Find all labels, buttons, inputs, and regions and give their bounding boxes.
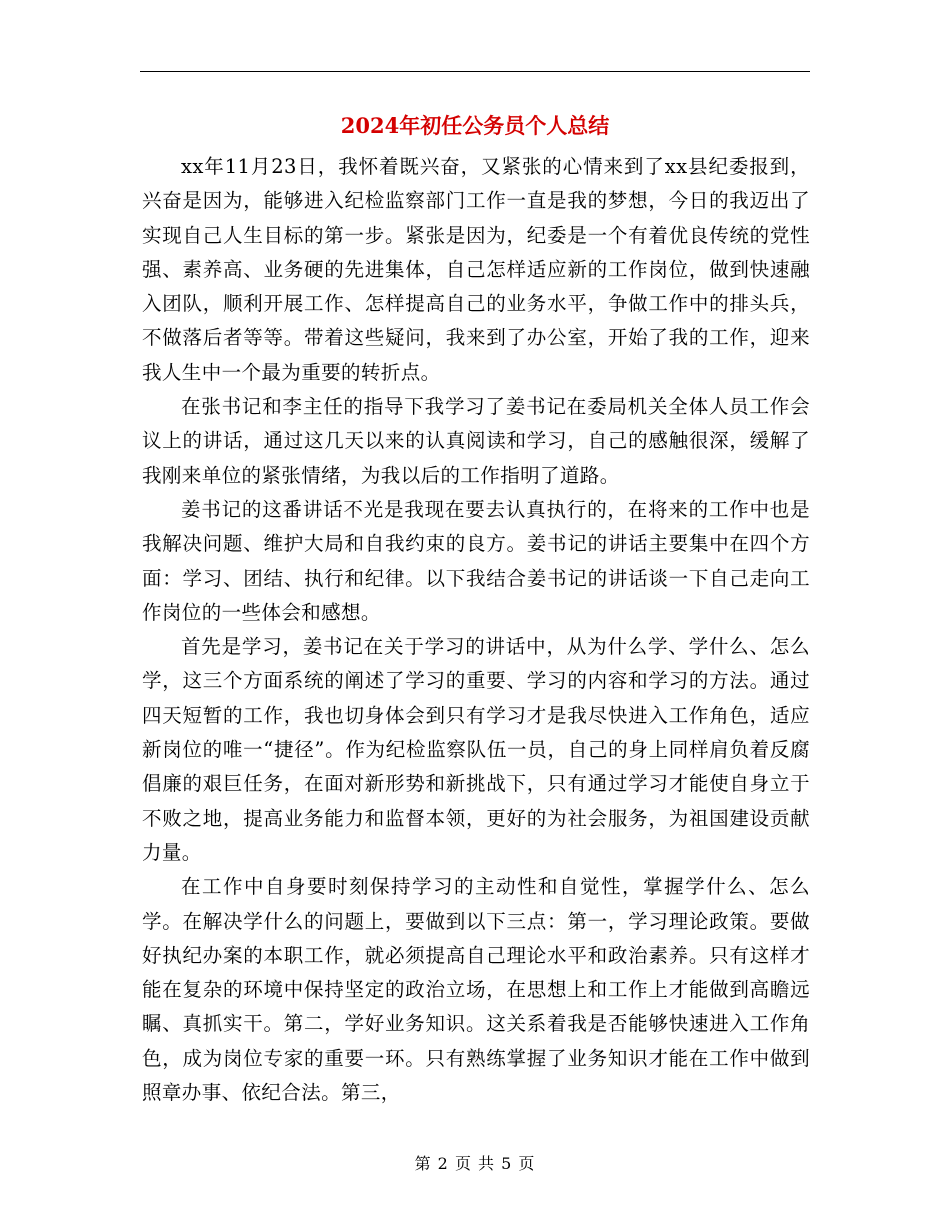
paragraph-3: 姜书记的这番讲话不光是我现在要去认真执行的，在将来的工作中也是我解决问题、维护大局和自我约束的良方。姜书记的讲话主要集中在四个方面：学习、团结、执行和纪律。以下我结合姜书记的讲话谈一下自己走向工作岗位的一些体会和感想。: [142, 497, 810, 624]
document-body: [142, 150, 810, 1110]
paragraph-4: 首先是学习，姜书记在关于学习的讲话中，从为什么学、学什么、怎么学，这三个方面系统的阐述了学习的重要、学习的内容和学习的方法。通过四天短暂的工作，我也切身体会到只有学习才是我尽快进入工作角色，适应新岗位的唯一“捷径”。作为纪检监察队伍一员，自己的身上同样肩负着反腐倡廉的艰巨任务，在面对新形势和新挑战下，只有通过学习才能使自身立于不败之地，提高业务能力和监督本领，更好的为社会服务，为祖国建设贡献力量。: [142, 635, 810, 864]
header-rule: [140, 71, 810, 72]
paragraph-1: xx年11月23日，我怀着既兴奋，又紧张的心情来到了xx县纪委报到，兴奋是因为，能够进入纪检监察部门工作一直是我的梦想，今日的我迈出了实现自己人生目标的第一步。紧张是因为，纪委是一个有着优良传统的党性强、素养高、业务硬的先进集体，自己怎样适应新的工作岗位，做到快速融入团队，顺利开展工作、怎样提高自己的业务水平，争做工作中的排头兵，不做落后者等等。带着这些疑问，我来到了办公室，开始了我的工作，迎来我人生中一个最为重要的转折点。: [142, 155, 810, 384]
paragraph-2: 在张书记和李主任的指导下我学习了姜书记在委局机关全体人员工作会议上的讲话，通过这几天以来的认真阅读和学习，自己的感触很深，缓解了我刚来单位的紧张情绪，为我以后的工作指明了道路。: [142, 395, 810, 487]
document-title: 2024年初任公务员个人总结: [340, 113, 610, 138]
page-number-footer: 第 2 页 共 5 页: [414, 1154, 536, 1173]
paragraph-5: 在工作中自身要时刻保持学习的主动性和自觉性，掌握学什么、怎么学。在解决学什么的问题上，要做到以下三点：第一，学习理论政策。要做好执纪办案的本职工作，就必须提高自己理论水平和政治素养。只有这样才能在复杂的环境中保持坚定的政治立场，在思想上和工作上才能做到高瞻远瞩、真抓实干。第二，学好业务知识。这关系着我是否能够快速进入工作角色，成为岗位专家的重要一环。只有熟练掌握了业务知识才能在工作中做到照章办事、依纪合法。第三，: [142, 875, 810, 1105]
